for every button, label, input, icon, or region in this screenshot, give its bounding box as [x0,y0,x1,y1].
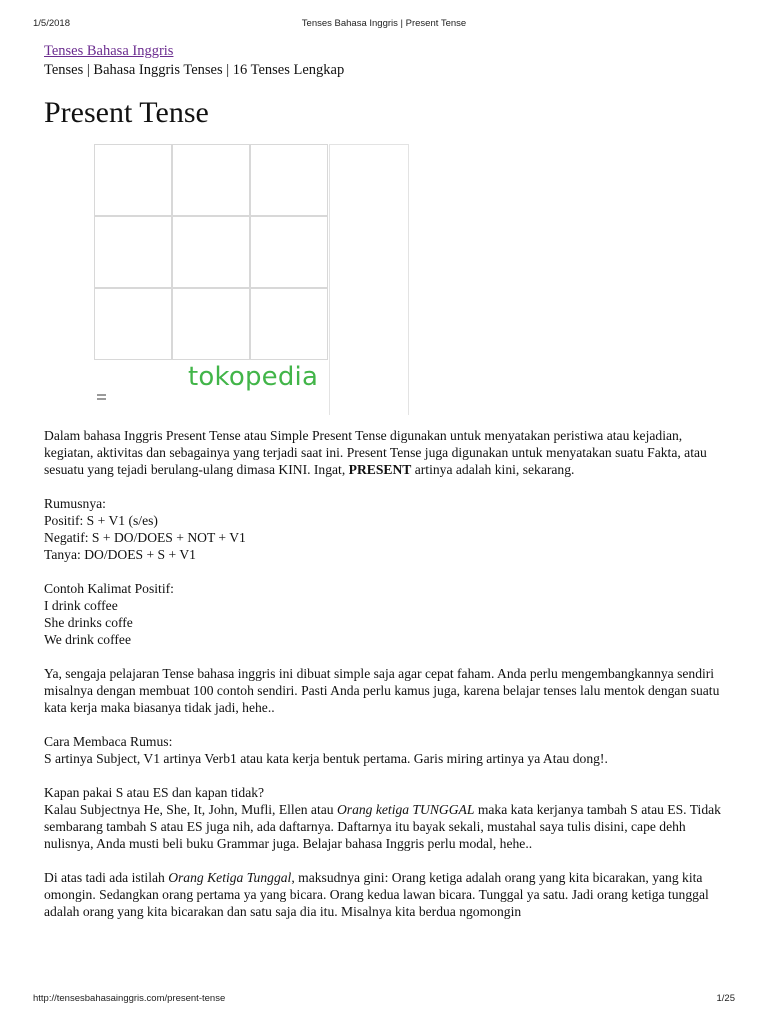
ad-grid-cell[interactable] [94,144,172,216]
tokopedia-logo[interactable]: tokopedia [188,362,319,392]
third-person-term: Orang Ketiga Tunggal [168,870,292,885]
ad-grid-cell[interactable] [250,216,328,288]
example-sentence: She drinks coffe [44,615,133,630]
formula-question: Tanya: DO/DOES + S + V1 [44,547,196,562]
third-person-term: Orang ketiga TUNGGAL [336,802,475,817]
present-emphasis: PRESENT [348,462,412,477]
print-footer [0,993,768,1007]
formula-section [44,495,734,563]
s-es-section [44,784,734,852]
example-sentence: We drink coffee [44,632,131,647]
page-title: Present Tense [44,96,209,129]
formula-positive: Positif: S + V1 (s/es) [44,513,158,528]
ad-grid-cell[interactable] [172,144,250,216]
ad-grid-cell[interactable] [172,216,250,288]
print-header [0,18,768,32]
ad-grid-cell[interactable] [250,144,328,216]
ad-grid-cell[interactable] [94,288,172,360]
site-tagline: Tenses | Bahasa Inggris Tenses | 16 Tenses Lengkap [44,62,345,78]
site-name-link[interactable]: Tenses Bahasa Inggris [44,43,174,59]
ad-grid-cell[interactable] [94,216,172,288]
reading-text: S artinya Subject, V1 artinya Verb1 atau kata kerja bentuk pertama. Garis miring artinya ya Atau dong!. [44,751,608,766]
ad-side-column [329,144,409,415]
reading-section [44,733,734,767]
hamburger-menu-icon[interactable] [97,394,106,400]
page-url: http://tensesbahasainggris.com/present-tense [33,993,226,1004]
example-section [44,580,734,648]
ad-grid-cell[interactable] [172,288,250,360]
s-es-heading: Kapan pakai S atau ES dan kapan tidak? [44,785,265,800]
simple-paragraph: Ya, sengaja pelajaran Tense bahasa inggris ini dibuat simple saja agar cepat faham. Anda perlu mengembangkannya sendiri misalnya dengan membuat 100 contoh sendiri. Pasti Anda perlu kamus juga, karena belajar tenses lalu mentok dengan suatu kata kerja maka biasanya tidak jadi, hehe.. [44,666,720,715]
reading-heading: Cara Membaca Rumus: [44,734,173,749]
page-number: 1/25 [716,993,735,1004]
advertisement-banner[interactable] [94,144,410,414]
page-content [44,42,734,920]
example-heading: Contoh Kalimat Positif: [44,581,174,596]
third-person-paragraph: Di atas tadi ada istilah Orang Ketiga Tunggal, maksudnya gini: Orang ketiga adalah orang yang kita bicarakan, yang kita omongin. Sedangkan orang pertama ya yang bicara. Orang kedua lawan bicara. Tunggal ya satu. Jadi orang ketiga tunggal adalah orang yang kita bicarakan dan satu saja dia itu. Misalnya kita berdua ngomongin [44,870,709,919]
example-sentence: I drink coffee [44,598,118,613]
print-title: Tenses Bahasa Inggris | Present Tense [301,18,467,29]
intro-paragraph: Dalam bahasa Inggris Present Tense atau Simple Present Tense digunakan untuk menyatakan peristiwa atau kejadian, kegiatan, aktivitas dan sebagainya yang terjadi saat ini. Present Tense juga digunakan untuk menyatakan suatu Fakta, atau sesuatu yang tejadi berulang-ulang dimasa KINI. Ingat, PRESENT artinya adalah kini, sekarang. [44,428,707,477]
print-date: 1/5/2018 [33,18,70,29]
formula-negative: Negatif: S + DO/DOES + NOT + V1 [44,530,246,545]
ad-grid-cell[interactable] [250,288,328,360]
s-es-text: Kalau Subjectnya He, She, It, John, Mufli, Ellen atau Orang ketiga TUNGGAL maka kata kerjanya tambah S atau ES. Tidak sembarang tambah S atau ES juga nih, ada daftarnya. Daftarnya itu bayak sekali, mustahal saya tulis disini, cape dehh nulisnya, Anda musti beli buku Grammar juga. Belajar bahasa Inggris perlu modal, hehe.. [44,802,721,851]
formula-heading: Rumusnya: [44,496,106,511]
